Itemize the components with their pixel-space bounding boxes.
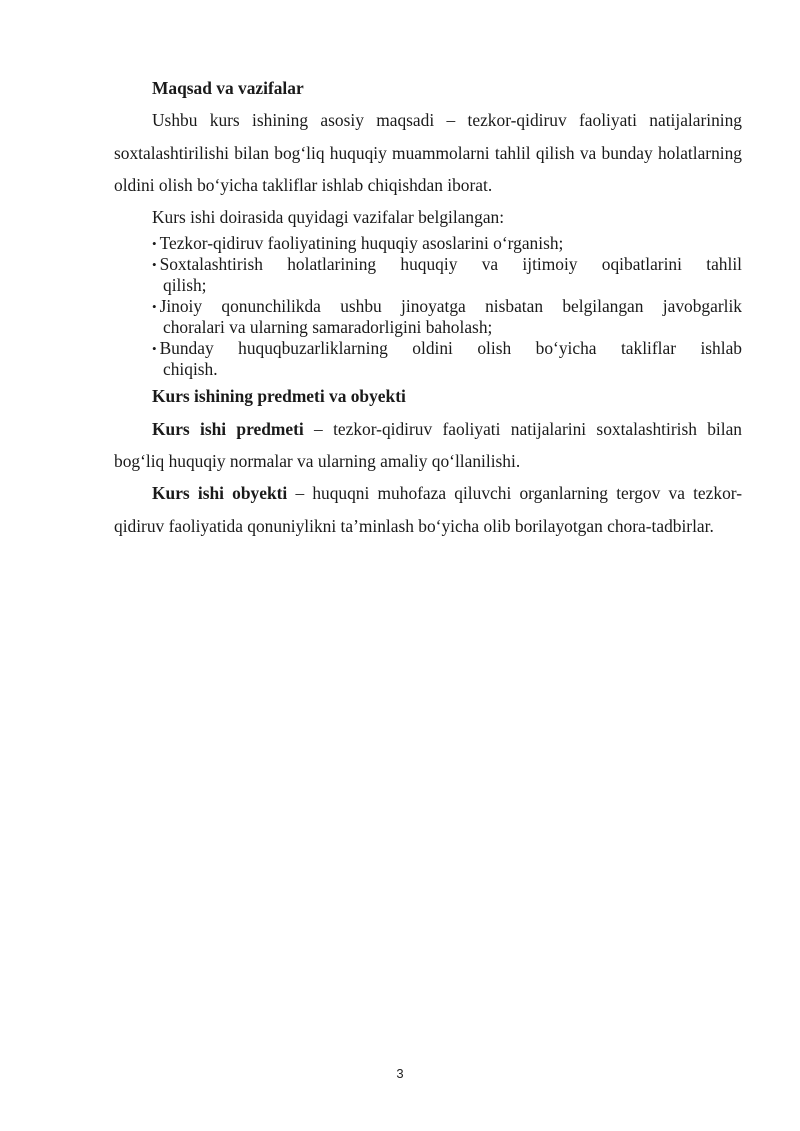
heading-subject-object: Kurs ishining predmeti va obyekti <box>152 386 406 407</box>
heading-goals: Maqsad va vazifalar <box>152 78 304 98</box>
bullet-text: Tezkor-qidiruv faoliyatining huquqiy asoslarini o‘rganish; <box>159 233 564 254</box>
bullet-text: Jinoiy qonunchilikda ushbu jinoyatga nisbatan belgilangan javobgarlik <box>159 296 742 317</box>
bullet-text-continued: chiqish. <box>163 359 218 380</box>
subject-paragraph <box>114 413 742 478</box>
page-number: 3 <box>396 1066 404 1081</box>
subject-text: – tezkor-qidiruv faoliyati natijalarini soxtalashtirish bilan bog‘liq huquqiy normalar va ularning amaliy qo‘llanilishi. <box>114 418 743 472</box>
bullet-icon: • <box>152 299 157 315</box>
bullet-item <box>114 296 742 338</box>
bullet-text: Soxtalashtirish holatlarining huquqiy va ijtimoiy oqibatlarini tahlil <box>159 254 742 275</box>
bullet-item <box>114 338 742 380</box>
bullet-text-continued: choralari va ularning samaradorligini baholash; <box>163 317 493 338</box>
bullet-icon: • <box>152 341 157 357</box>
object-text: – huquqni muhofaza qiluvchi organlarning tergov va tezkor-qidiruv faoliyatida qonuniylikni ta’minlash bo‘yicha olib borilayotgan chora-tadbirlar. <box>114 483 742 536</box>
bullet-text: Bunday huquqbuzarliklarning oldini olish bo‘yicha takliflar ishlab <box>159 338 742 359</box>
bullet-icon: • <box>152 236 157 252</box>
object-paragraph <box>114 477 742 542</box>
subject-term: Kurs ishi predmeti <box>152 418 304 439</box>
tasks-intro: Kurs ishi doirasida quyidagi vazifalar belgilangan: <box>152 207 505 228</box>
bullet-text-continued: qilish; <box>163 275 207 296</box>
page-content <box>114 72 742 542</box>
bullet-item <box>114 233 742 254</box>
bullet-icon: • <box>152 257 157 273</box>
goal-paragraph: Ushbu kurs ishining asosiy maqsadi – tezkor-qidiruv faoliyati natijalarining soxtalashtirilishi bilan bog‘liq huquqiy muammolarni tahlil qilish va bunday holatlarning oldini olish bo‘yicha takliflar ishlab chiqishdan iborat. <box>114 110 742 195</box>
bullet-item <box>114 254 742 296</box>
object-term: Kurs ishi obyekti <box>152 483 288 504</box>
